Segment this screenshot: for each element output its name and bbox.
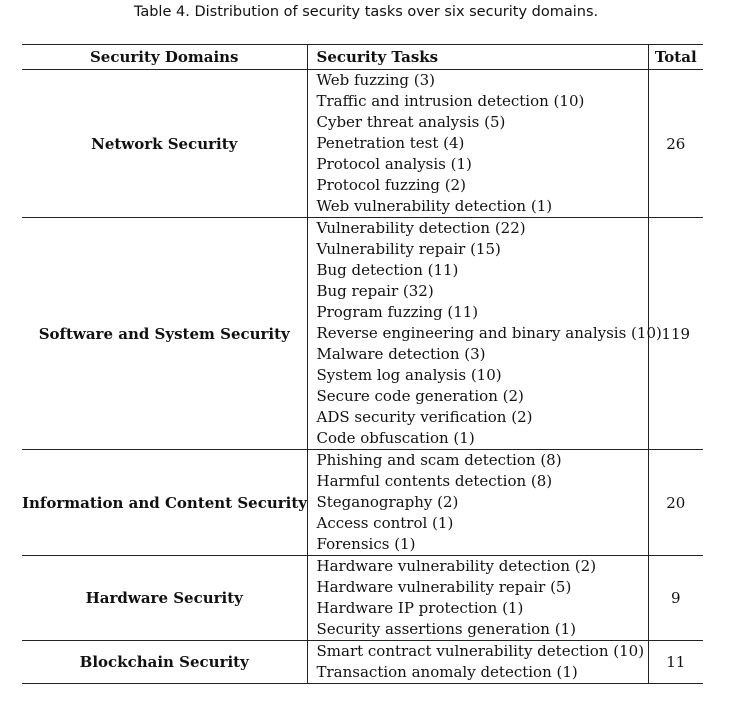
header-security-domains: Security Domains bbox=[22, 45, 307, 70]
task-item: Web vulnerability detection (1) bbox=[316, 197, 553, 215]
task-item: Program fuzzing (11) bbox=[316, 303, 479, 321]
table-row bbox=[22, 450, 703, 556]
tasks-cell bbox=[307, 450, 648, 556]
task-item: System log analysis (10) bbox=[316, 366, 502, 384]
task-item: Access control (1) bbox=[316, 514, 454, 532]
table-caption: Table 4. Distribution of security tasks over six security domains. bbox=[133, 4, 599, 20]
total-cell: 9 bbox=[648, 556, 703, 641]
table-row bbox=[22, 556, 703, 641]
task-item: Phishing and scam detection (8) bbox=[316, 451, 562, 469]
task-item: Bug detection (11) bbox=[316, 261, 459, 279]
table-row bbox=[22, 70, 703, 218]
task-item: Malware detection (3) bbox=[316, 345, 486, 363]
domain-cell: Software and System Security bbox=[22, 218, 307, 450]
table-header-row bbox=[22, 45, 703, 70]
task-item: Reverse engineering and binary analysis (10) bbox=[316, 324, 662, 342]
total-cell: 11 bbox=[648, 641, 703, 684]
header-security-tasks: Security Tasks bbox=[307, 45, 648, 70]
domain-cell: Information and Content Security bbox=[22, 450, 307, 556]
task-item: Hardware vulnerability repair (5) bbox=[316, 578, 572, 596]
table-row bbox=[22, 641, 703, 684]
domain-cell: Network Security bbox=[22, 70, 307, 218]
task-item: ADS security verification (2) bbox=[316, 408, 533, 426]
task-item: Forensics (1) bbox=[316, 535, 416, 553]
task-item: Code obfuscation (1) bbox=[316, 429, 475, 447]
task-item: Penetration test (4) bbox=[316, 134, 465, 152]
total-cell: 119 bbox=[648, 218, 703, 450]
total-cell: 20 bbox=[648, 450, 703, 556]
task-item: Transaction anomaly detection (1) bbox=[316, 663, 578, 681]
task-item: Harmful contents detection (8) bbox=[316, 472, 553, 490]
task-item: Vulnerability repair (15) bbox=[316, 240, 501, 258]
task-item: Vulnerability detection (22) bbox=[316, 219, 526, 237]
header-total: Total bbox=[648, 45, 703, 70]
tasks-cell bbox=[307, 556, 648, 641]
task-item: Bug repair (32) bbox=[316, 282, 434, 300]
task-item: Protocol analysis (1) bbox=[316, 155, 472, 173]
table-row bbox=[22, 218, 703, 450]
table-body bbox=[22, 70, 703, 684]
tasks-cell bbox=[307, 70, 648, 218]
task-item: Cyber threat analysis (5) bbox=[316, 113, 506, 131]
task-item: Web fuzzing (3) bbox=[316, 71, 436, 89]
tasks-cell bbox=[307, 218, 662, 450]
total-cell: 26 bbox=[648, 70, 703, 218]
domain-cell: Hardware Security bbox=[22, 556, 307, 641]
task-item: Hardware IP protection (1) bbox=[316, 599, 524, 617]
task-item: Secure code generation (2) bbox=[316, 387, 524, 405]
task-item: Steganography (2) bbox=[316, 493, 459, 511]
security-tasks-table bbox=[22, 44, 703, 684]
task-item: Traffic and intrusion detection (10) bbox=[316, 92, 585, 110]
task-item: Hardware vulnerability detection (2) bbox=[316, 557, 597, 575]
domain-cell: Blockchain Security bbox=[22, 641, 307, 684]
task-item: Smart contract vulnerability detection (10) bbox=[316, 642, 645, 660]
tasks-cell bbox=[307, 641, 648, 684]
task-item: Security assertions generation (1) bbox=[316, 620, 576, 638]
task-item: Protocol fuzzing (2) bbox=[316, 176, 466, 194]
